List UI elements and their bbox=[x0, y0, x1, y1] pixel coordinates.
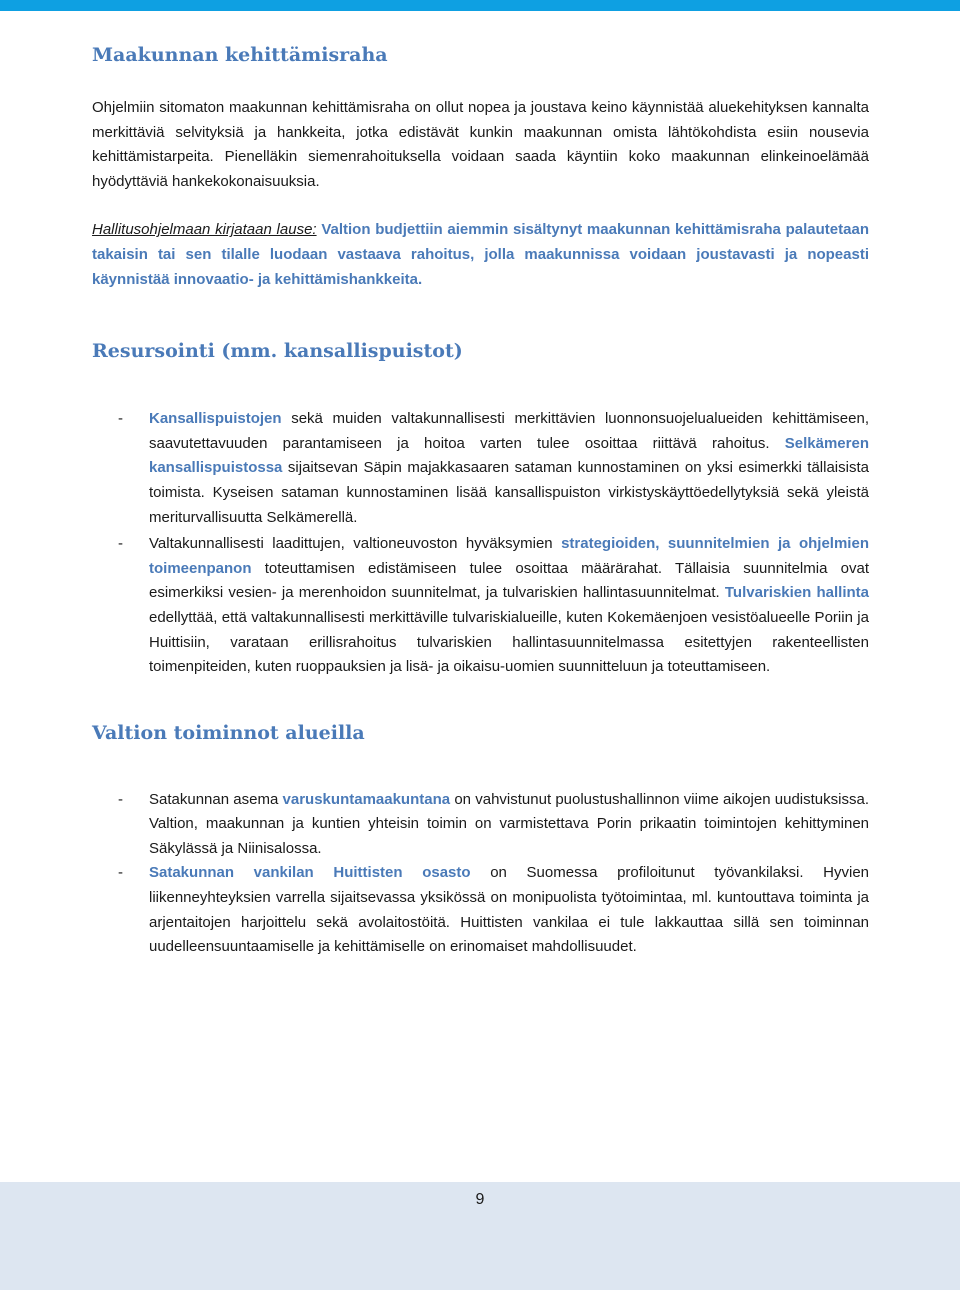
body-text: toteuttamisen edistämiseen tulee osoittaa määrärahat. Tällaisia suunnitelmia ovat esimerkiksi vesien- ja merenhoidon suunnitelmat, ja tulvariskien hallintasuunnitelmat. bbox=[149, 559, 869, 602]
bullet-dash: - bbox=[118, 410, 123, 428]
paragraph-hallitusohjelma bbox=[92, 218, 869, 292]
heading-resursointi: Resursointi (mm. kansallispuistot) bbox=[92, 340, 463, 363]
highlight-text: strategioiden, suunnitelmien ja ohjelmien toimeenpanon bbox=[149, 535, 869, 577]
page-number: 9 bbox=[475, 1191, 485, 1208]
body-text: on vahvistunut puolustushallinnon viime aikojen uudistuksissa. Valtion, maakunnan ja kuntien yhteisin toimin on varmistettava Porin prikaatin toimintojen kehittyminen Säkylässä ja Niinisalossa. bbox=[149, 790, 869, 857]
list-resursointi bbox=[92, 407, 869, 680]
highlight-text: Tulvariskien hallinta bbox=[724, 584, 869, 602]
highlight-text: Selkämeren kansallispuistossa bbox=[149, 434, 869, 477]
list-valtion-toiminnot bbox=[92, 788, 869, 960]
body-text: on Suomessa profiloitunut työvankilaksi. Hyvien liikenneyhteyksien varrella sijaitsevassa yksikössä on monipuolista työtoimintaa, ml. kuntouttava toiminta ja arjentaitojen harjoittelu sekä avolaitostöitä. Huittisten vankilaa ei tule lakkauttaa sillä sen toiminnan uudelleensuuntaamiselle ja kehittämiselle on erinomaiset mahdollisuudet. bbox=[149, 864, 869, 956]
body-text: sijaitsevan Säpin majakkasaaren sataman kunnostaminen on yksi esimerkki tällaisista toimista. Kyseisen sataman kunnostaminen lisää kansallispuiston virkistyskäyttöedellytyksiä sekä yleistä meriturvallisuutta Selkämerellä. bbox=[149, 459, 869, 526]
lead-text: Hallitusohjelmaan kirjataan lause: bbox=[92, 221, 317, 239]
highlight-text: Kansallispuistojen bbox=[149, 410, 282, 428]
list-item bbox=[0, 861, 869, 959]
list-item bbox=[0, 407, 869, 530]
body-text: edellyttää, että valtakunnallisesti merkittäville tulvariskialueille, kuten Kokemäenjoen vesistöalueelle Poriin ja Huittisiin, varataan erillisrahoitus tulvariskien hallintasuunnitelmassa esitettyjen rakenteellisten toimenpiteiden, kuten ruoppauksien ja lisä- ja oikaisu-uomien suunnitteluun ja toteuttamiseen. bbox=[149, 608, 869, 676]
paragraph-kehittamisraha: Ohjelmiin sitomaton maakunnan kehittämisraha on ollut nopea ja joustava keino käynnistää aluekehityksen kannalta merkittäviä selvityksiä ja hankkeita, jotka edistävät kunkin maakunnan omista lähtökohdista esiin nousevia kehittämistarpeita. Pienelläkin siemenrahoituksella voidaan saada käyntiin koko maakunnan elinkeinoelämää hyödyttäviä hankekokonaisuuksia. bbox=[92, 99, 869, 190]
heading-kehittamisraha: Maakunnan kehittämisraha bbox=[92, 44, 388, 66]
page-content bbox=[92, 44, 869, 960]
bullet-dash: - bbox=[118, 864, 123, 882]
body-text: sekä muiden valtakunnallisesti merkittävien luonnonsuojelualueiden kehittämiseen, saavutettavuuden parantamiseen ja hoitoa varten tulee osoittaa riittävä rahoitus. bbox=[149, 410, 869, 452]
highlight-text: Satakunnan vankilan Huittisten osasto bbox=[149, 864, 471, 882]
bullet-dash: - bbox=[118, 535, 123, 553]
list-item bbox=[0, 532, 869, 680]
highlight-text: varuskuntamaakuntana bbox=[282, 790, 451, 808]
list-item bbox=[0, 788, 869, 862]
bullet-dash: - bbox=[118, 790, 123, 808]
body-text: Satakunnan asema bbox=[149, 790, 283, 808]
highlight-text: Valtion budjettiin aiemmin sisältynyt maakunnan kehittämisraha palautetaan takaisin tai sen tilalle luodaan vastaava rahoitus, jolla maakunnissa voidaan joustavasti ja nopeasti käynnistää innovaatio- ja kehittämishankkeita. bbox=[92, 221, 869, 288]
heading-valtion-toiminnot: Valtion toiminnot alueilla bbox=[92, 721, 365, 744]
body-text: Valtakunnallisesti laadittujen, valtioneuvoston hyväksymien bbox=[149, 535, 562, 553]
top-accent-bar bbox=[0, 0, 960, 11]
